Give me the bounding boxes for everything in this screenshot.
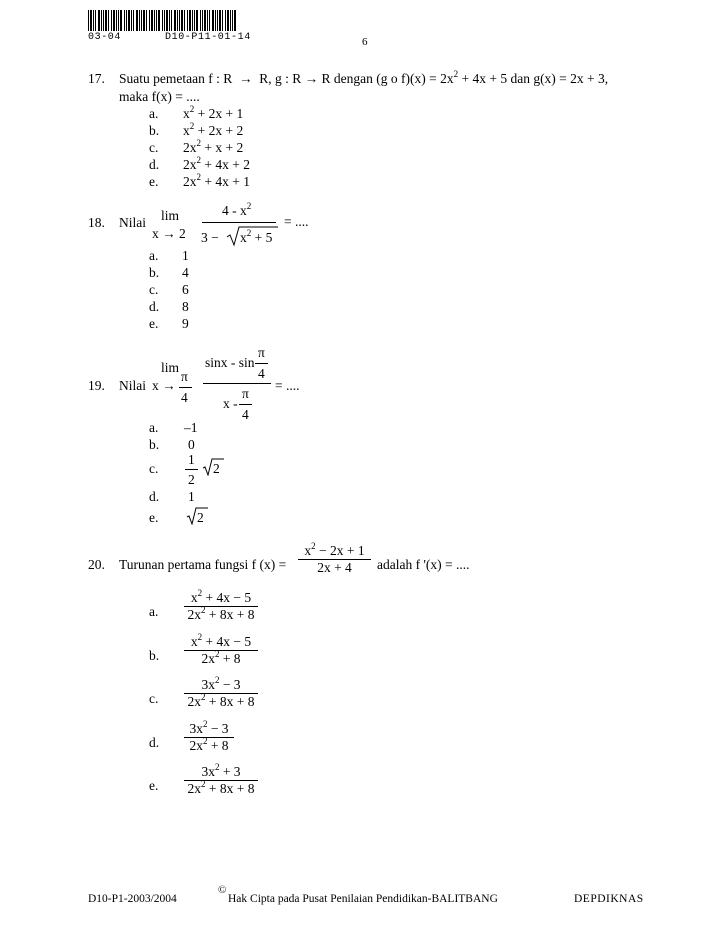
- q17-option-text: $x^2 + 2x + 1$: [183, 104, 244, 121]
- q17-line2: maka f(x) = ....: [119, 89, 200, 104]
- q20-option-num: $3x^2 - 3$: [201, 675, 241, 692]
- q20-option-label: b.: [149, 648, 160, 663]
- q18-option-label: c.: [149, 282, 159, 297]
- q20-fraction-num: $x^2 - 2x + 1$: [304, 541, 365, 558]
- q17-option-text: $2x^2 + 4x + 1$: [183, 172, 250, 189]
- q20-text: Turunan pertama fungsi f (x) =: [119, 557, 287, 572]
- q19-option-label: d.: [149, 489, 160, 504]
- q20-option-den: $2x^2 + 8x + 8$: [187, 779, 255, 796]
- q19-option-label: c.: [149, 461, 159, 476]
- page-number: 6: [362, 36, 368, 48]
- q18-option-label: a.: [149, 248, 159, 263]
- q20-option-fraction: [184, 634, 258, 667]
- q18-option-value: 6: [182, 282, 189, 297]
- q20-option-num: $3x^2 + 3$: [201, 762, 241, 779]
- q20-option-label: c.: [149, 691, 159, 706]
- q20-after: adalah f '(x) = ....: [377, 557, 470, 572]
- q19-option-bar: [185, 469, 198, 470]
- barcode: [88, 10, 240, 31]
- q17-option-label: e.: [149, 174, 159, 189]
- doc-code-left: 03-04: [88, 32, 122, 43]
- q18-den-b: $x^2 + 5$: [240, 228, 273, 245]
- q20-option-fraction: [184, 721, 234, 754]
- q20-option-num: $x^2 + 4x - 5$: [190, 632, 252, 649]
- q19-lim-four: 4: [181, 390, 188, 405]
- q18-option-label: e.: [149, 316, 159, 331]
- q19-option-value: 1: [188, 489, 195, 504]
- q19-option-value: –1: [184, 420, 198, 435]
- q19-lim: lim: [161, 360, 180, 375]
- q19-num-pi: π: [258, 345, 265, 360]
- q18-option-value: 1: [182, 248, 189, 263]
- q18-lim: lim: [161, 208, 180, 223]
- q17-option-text: $2x^2 + 4x + 2$: [183, 155, 250, 172]
- q19-den-pi: π: [242, 386, 249, 401]
- q19-num-text: sinx - sin: [205, 355, 255, 370]
- q20-option-den: $2x^2 + 8$: [201, 649, 241, 666]
- q17-text: Suatu pemetaan f : R → R, g : R → R dengan (g o $f)(x) = 2x^2 + 4x + 5$ dan g(x) = 2x + 3,: [119, 69, 609, 86]
- q19-den-four: 4: [242, 407, 249, 422]
- q18-nilai: Nilai: [119, 215, 146, 230]
- copyright-icon: ©: [218, 884, 227, 896]
- q19-nilai: Nilai: [119, 378, 146, 393]
- q19-option-value: 0: [188, 437, 195, 452]
- q18-den-a: 3 −: [201, 230, 219, 245]
- q19-option-root: 2: [197, 510, 204, 525]
- q20-fraction: [298, 543, 371, 576]
- q19-den-small-bar: [239, 404, 252, 405]
- footer-right: DEPDIKNAS: [574, 893, 644, 905]
- q20-option-fraction: [184, 764, 258, 797]
- q17-option-label: a.: [149, 106, 159, 121]
- q18-fraction-bar: [202, 222, 276, 223]
- q20-option-den: $2x^2 + 8x + 8$: [187, 605, 255, 622]
- q18-equals: = ....: [284, 214, 309, 229]
- q20-option-fraction: [184, 590, 258, 623]
- q19-number: 19.: [88, 378, 105, 393]
- q18-numerator: $4 - x^2$: [222, 201, 252, 218]
- q17-option-label: b.: [149, 123, 160, 138]
- q20-option-label: a.: [149, 604, 159, 619]
- q19-option-label: e.: [149, 510, 159, 525]
- q19-den-text: x -: [223, 396, 238, 411]
- q19-option-root: 2: [213, 461, 220, 476]
- q18-number: 18.: [88, 215, 105, 230]
- q20-option-num: $3x^2 - 3$: [189, 719, 229, 736]
- q20-option-fraction: [184, 677, 258, 710]
- q18-option-label: d.: [149, 299, 160, 314]
- barcode-graphic: [88, 10, 240, 31]
- q18-option-value: 4: [182, 265, 189, 280]
- q19-option-num: 1: [188, 452, 195, 467]
- footer-center: Hak Cipta pada Pusat Penilaian Pendidikan-BALITBANG: [228, 893, 498, 905]
- q17-option-label: d.: [149, 157, 160, 172]
- q19-num-four: 4: [258, 366, 265, 381]
- q20-option-den: $2x^2 + 8$: [189, 736, 229, 753]
- q18-option-label: b.: [149, 265, 160, 280]
- q19-x-to: x →: [152, 378, 176, 393]
- footer-left: D10-P1-2003/2004: [88, 893, 177, 905]
- doc-code-right: D10-P11-01-14: [165, 32, 251, 43]
- q19-lim-bar: [179, 387, 192, 388]
- arrow-icon: →: [238, 71, 253, 86]
- q19-lim-pi: π: [181, 369, 188, 384]
- q20-option-num: $x^2 + 4x - 5$: [190, 588, 252, 605]
- q20-option-label: d.: [149, 735, 160, 750]
- q18-x-to: x → 2: [152, 226, 186, 241]
- q19-num-small-bar: [255, 363, 268, 364]
- q17-option-text: $x^2 + 2x + 2$: [183, 121, 244, 138]
- q20-fraction-den: 2x + 4: [317, 560, 352, 575]
- q17-option-label: c.: [149, 140, 159, 155]
- q19-fraction-bar: [203, 383, 271, 384]
- q20-option-label: e.: [149, 778, 159, 793]
- q19-option-label: b.: [149, 437, 160, 452]
- q18-option-value: 9: [182, 316, 189, 331]
- q17-option-text: $2x^2 + x + 2$: [183, 138, 244, 155]
- q20-number: 20.: [88, 557, 105, 572]
- q19-option-den: 2: [188, 472, 195, 487]
- q18-option-value: 8: [182, 299, 189, 314]
- q19-equals: = ....: [275, 378, 300, 393]
- arrow-icon: →: [304, 71, 319, 86]
- q20-option-den: $2x^2 + 8x + 8$: [187, 692, 255, 709]
- q17-number: 17.: [88, 71, 105, 86]
- q19-option-label: a.: [149, 420, 159, 435]
